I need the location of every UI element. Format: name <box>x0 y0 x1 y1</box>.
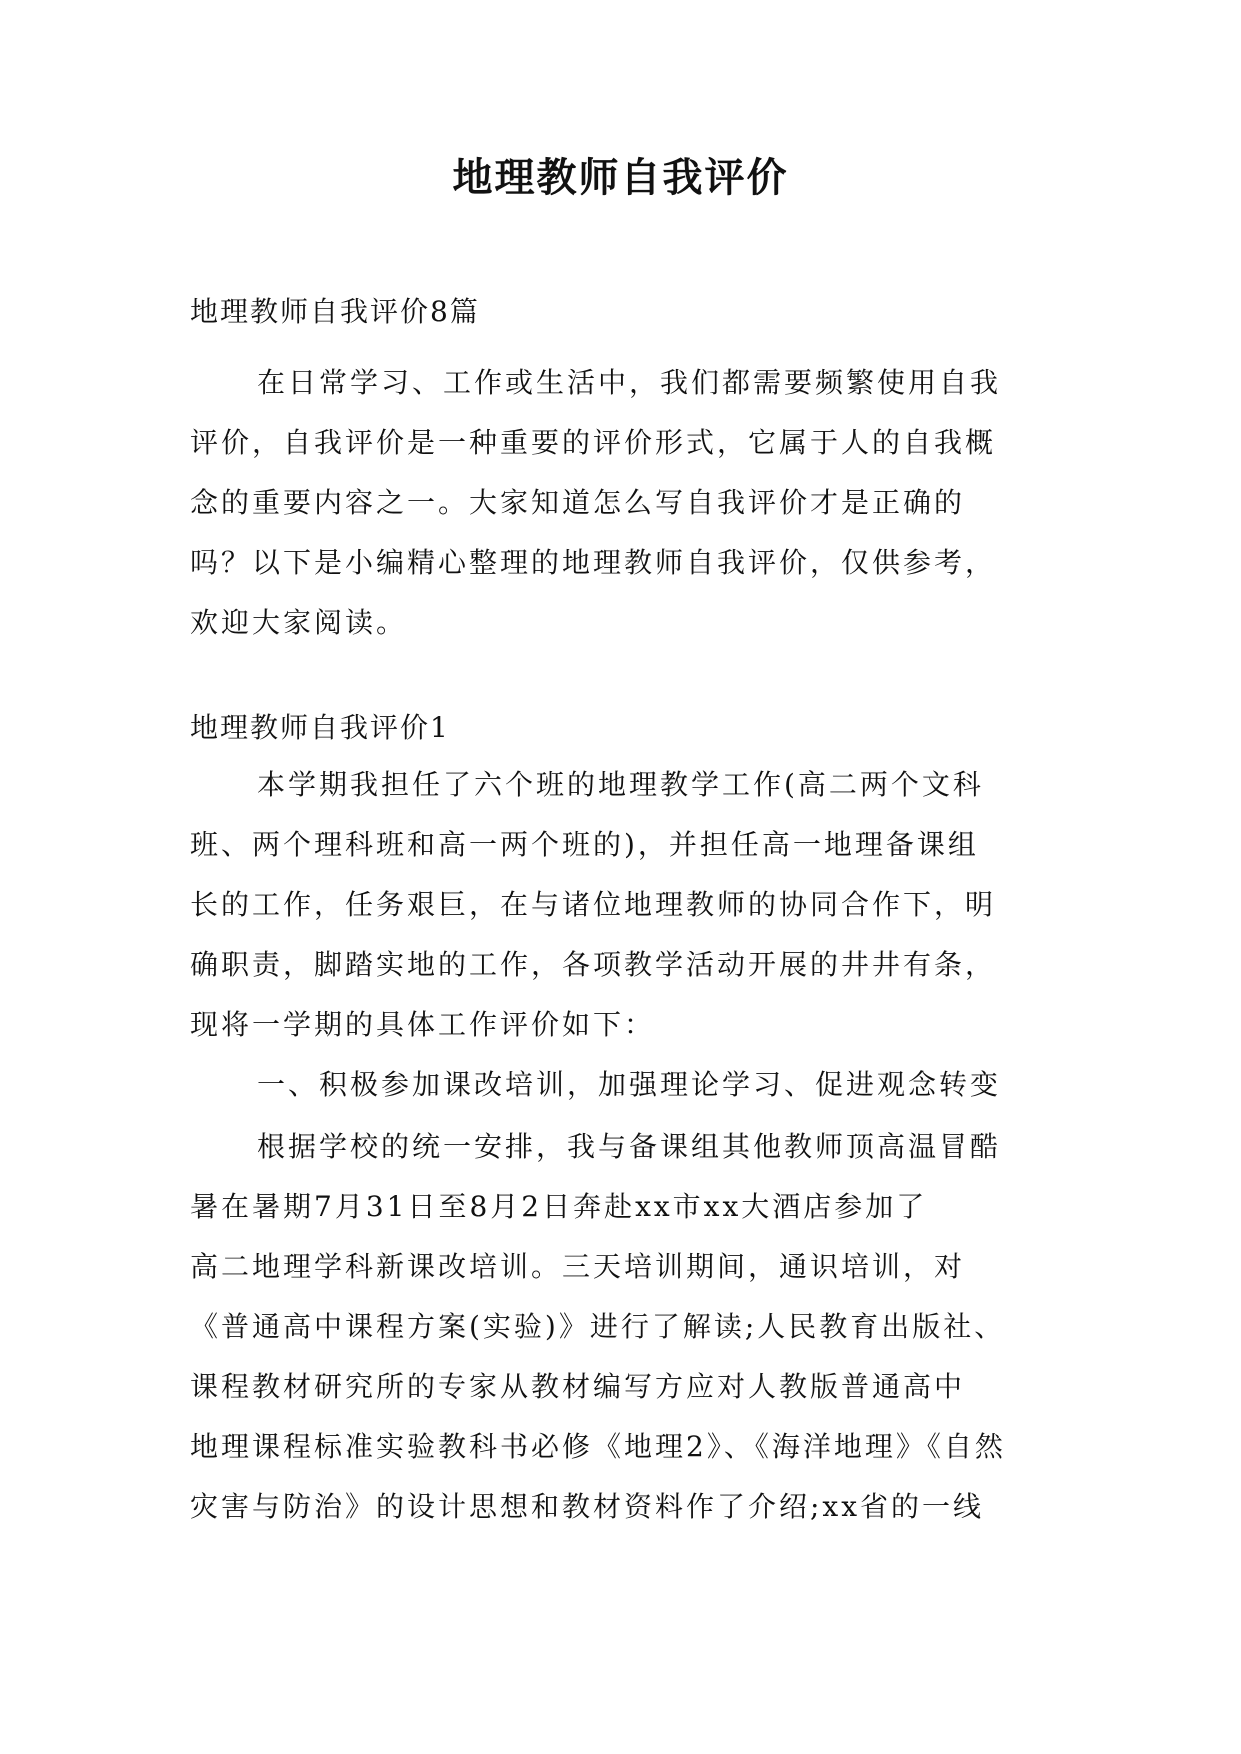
section-heading: 地理教师自我评价1 <box>190 711 450 744</box>
point1-line: 根据学校的统一安排，我与备课组其他教师顶高温冒酷 <box>257 1130 1002 1163</box>
document-subtitle: 地理教师自我评价8篇 <box>190 295 480 328</box>
point1-line: 高二地理学科新课改培训。三天培训期间，通识培训，对 <box>190 1250 966 1283</box>
point1-heading: 一、积极参加课改培训，加强理论学习、促进观念转变 <box>257 1068 1002 1101</box>
point1-line: 灾害与防治》的设计思想和教材资料作了介绍;xx省的一线 <box>190 1490 985 1523</box>
section1-line: 现将一学期的具体工作评价如下： <box>190 1008 656 1041</box>
section1-line: 本学期我担任了六个班的地理教学工作(高二两个文科 <box>257 768 984 801</box>
point1-line: 地理课程标准实验教科书必修《地理2》、《海洋地理》《自然 <box>190 1430 1006 1463</box>
intro-line: 欢迎大家阅读。 <box>190 606 408 639</box>
intro-line: 在日常学习、工作或生活中，我们都需要频繁使用自我 <box>257 366 1002 399</box>
intro-line: 吗？以下是小编精心整理的地理教师自我评价，仅供参考， <box>190 546 997 579</box>
point1-line: 暑在暑期7月31日至8月2日奔赴xx市xx大酒店参加了 <box>190 1190 928 1223</box>
point1-line: 课程教材研究所的专家从教材编写方应对人教版普通高中 <box>190 1370 966 1403</box>
document-title: 地理教师自我评价 <box>452 154 789 201</box>
point1-paragraph <box>190 1117 1070 1537</box>
section1-line: 确职责，脚踏实地的工作，各项教学活动开展的井井有条， <box>190 948 997 981</box>
section1-line: 长的工作，任务艰巨，在与诸位地理教师的协同合作下，明 <box>190 888 997 921</box>
point1-line: 《普通高中课程方案(实验)》进行了解读;人民教育出版社、 <box>190 1310 1006 1343</box>
intro-paragraph <box>190 353 1070 653</box>
section1-line: 班、两个理科班和高一两个班的)，并担任高一地理备课组 <box>190 828 979 861</box>
intro-line: 念的重要内容之一。大家知道怎么写自我评价才是正确的 <box>190 486 966 519</box>
section1-paragraph <box>190 755 1070 1055</box>
intro-line: 评价，自我评价是一种重要的评价形式，它属于人的自我概 <box>190 426 997 459</box>
point1-heading-block <box>190 1055 1070 1115</box>
